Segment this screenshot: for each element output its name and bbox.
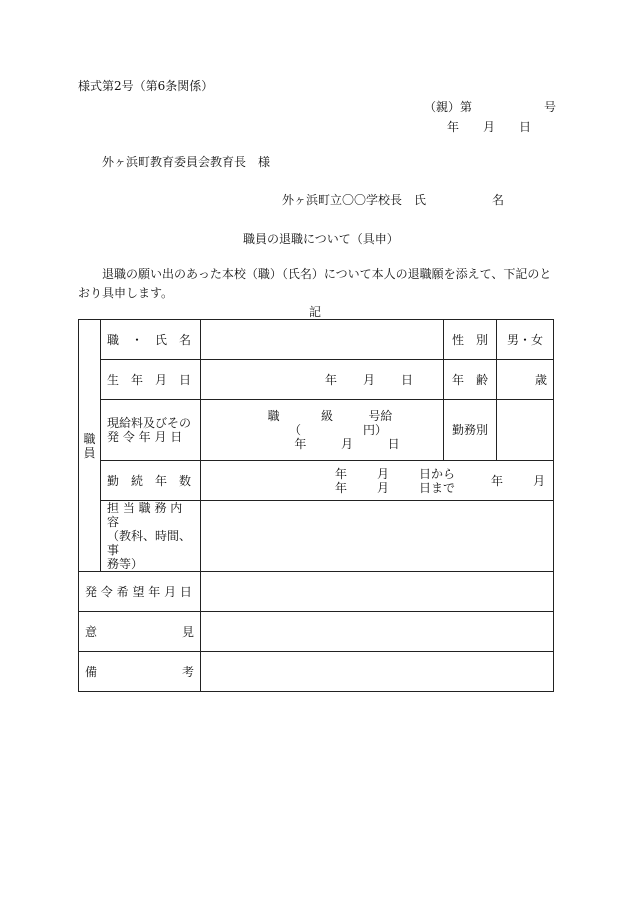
row-salary: [79, 400, 554, 461]
service-to-day: 日まで: [419, 480, 456, 495]
body-text: 退職の願い出のあった本校（職）（氏名）について本人の退職願を添えて、下記のとおり具申します。: [78, 267, 552, 300]
label-kinmubetsu: 勤務別: [444, 400, 497, 461]
value-name[interactable]: [201, 320, 444, 360]
label-remarks-left: 備: [85, 664, 98, 679]
salary-shoku: 職: [267, 409, 280, 423]
label-salary-line2: 発 令 年 月 日: [107, 430, 183, 444]
salary-yen-close: 円）: [362, 423, 387, 437]
sender-name-suffix: 名: [492, 193, 505, 207]
value-duties[interactable]: [201, 501, 554, 572]
value-service-years[interactable]: [201, 461, 554, 501]
row-duties: [79, 501, 554, 572]
form-number: 様式第2号（第6条関係）: [78, 79, 214, 93]
value-remarks[interactable]: [201, 652, 554, 692]
value-desired-date[interactable]: [201, 572, 554, 612]
value-opinion[interactable]: [201, 612, 554, 652]
label-sex: 性 別: [444, 320, 497, 360]
ki-heading: 記: [309, 305, 322, 319]
label-salary-line1: 現給料及びその: [107, 416, 192, 430]
service-from-year: 年: [335, 466, 348, 481]
birth-year-unit: 年: [324, 372, 337, 387]
label-duties-line1: 担 当 職 務 内 容: [107, 501, 183, 529]
staff-group-label-bottom: 員: [83, 445, 96, 460]
row-desired-date: [79, 572, 554, 612]
label-duties: [101, 501, 201, 572]
addressee: 外ヶ浜町教育委員会教育長 様: [102, 155, 271, 169]
service-from-day: 日から: [419, 466, 456, 481]
value-kinmubetsu[interactable]: [497, 400, 554, 461]
document-title: 職員の退職について（具申）: [243, 232, 399, 246]
salary-gokyu: 号給: [368, 409, 393, 423]
label-remarks-right: 考: [181, 664, 194, 679]
value-birthdate[interactable]: [201, 360, 444, 400]
service-to-year: 年: [335, 480, 348, 495]
retirement-form-table: [78, 319, 554, 692]
reference-number: （親）第 号: [424, 100, 557, 114]
salary-day-unit: 日: [387, 437, 400, 451]
label-name: 職 ・ 氏 名: [101, 320, 201, 360]
salary-month-unit: 月: [340, 437, 353, 451]
value-sex[interactable]: 男・女: [497, 320, 554, 360]
service-total-months: 月: [533, 473, 546, 488]
label-service-years: 勤 続 年 数: [101, 461, 201, 501]
value-salary[interactable]: [201, 400, 444, 461]
salary-kyu: 級: [320, 409, 333, 423]
service-from-month: 月: [377, 466, 390, 481]
row-remarks: [79, 652, 554, 692]
label-opinion: [79, 612, 201, 652]
label-remarks: [79, 652, 201, 692]
label-desired-date: 発 令 希 望 年 月 日: [79, 572, 201, 612]
sender-principal: 外ヶ浜町立〇〇学校長 氏: [282, 193, 427, 207]
row-name: [79, 320, 554, 360]
label-duties-line3: 務等）: [107, 557, 144, 571]
label-duties-line2: （教科、時間、事: [107, 529, 192, 557]
salary-yen-open: （: [289, 423, 302, 437]
label-opinion-left: 意: [85, 624, 98, 639]
label-salary: [101, 400, 201, 461]
service-to-month: 月: [377, 480, 390, 495]
label-age: 年 齢: [444, 360, 497, 400]
label-birthdate: 生 年 月 日: [101, 360, 201, 400]
label-opinion-right: 見: [181, 624, 194, 639]
birth-day-unit: 日: [400, 372, 413, 387]
value-age[interactable]: 歳: [497, 360, 554, 400]
staff-group-label: [79, 320, 101, 572]
birth-month-unit: 月: [362, 372, 375, 387]
service-total-years: 年: [491, 473, 504, 488]
row-service-years: [79, 461, 554, 501]
submission-date: 年 月 日: [447, 120, 532, 134]
staff-group-label-top: 職: [83, 431, 96, 446]
row-birthdate: [79, 360, 554, 400]
row-opinion: [79, 612, 554, 652]
salary-year-unit: 年: [294, 437, 307, 451]
